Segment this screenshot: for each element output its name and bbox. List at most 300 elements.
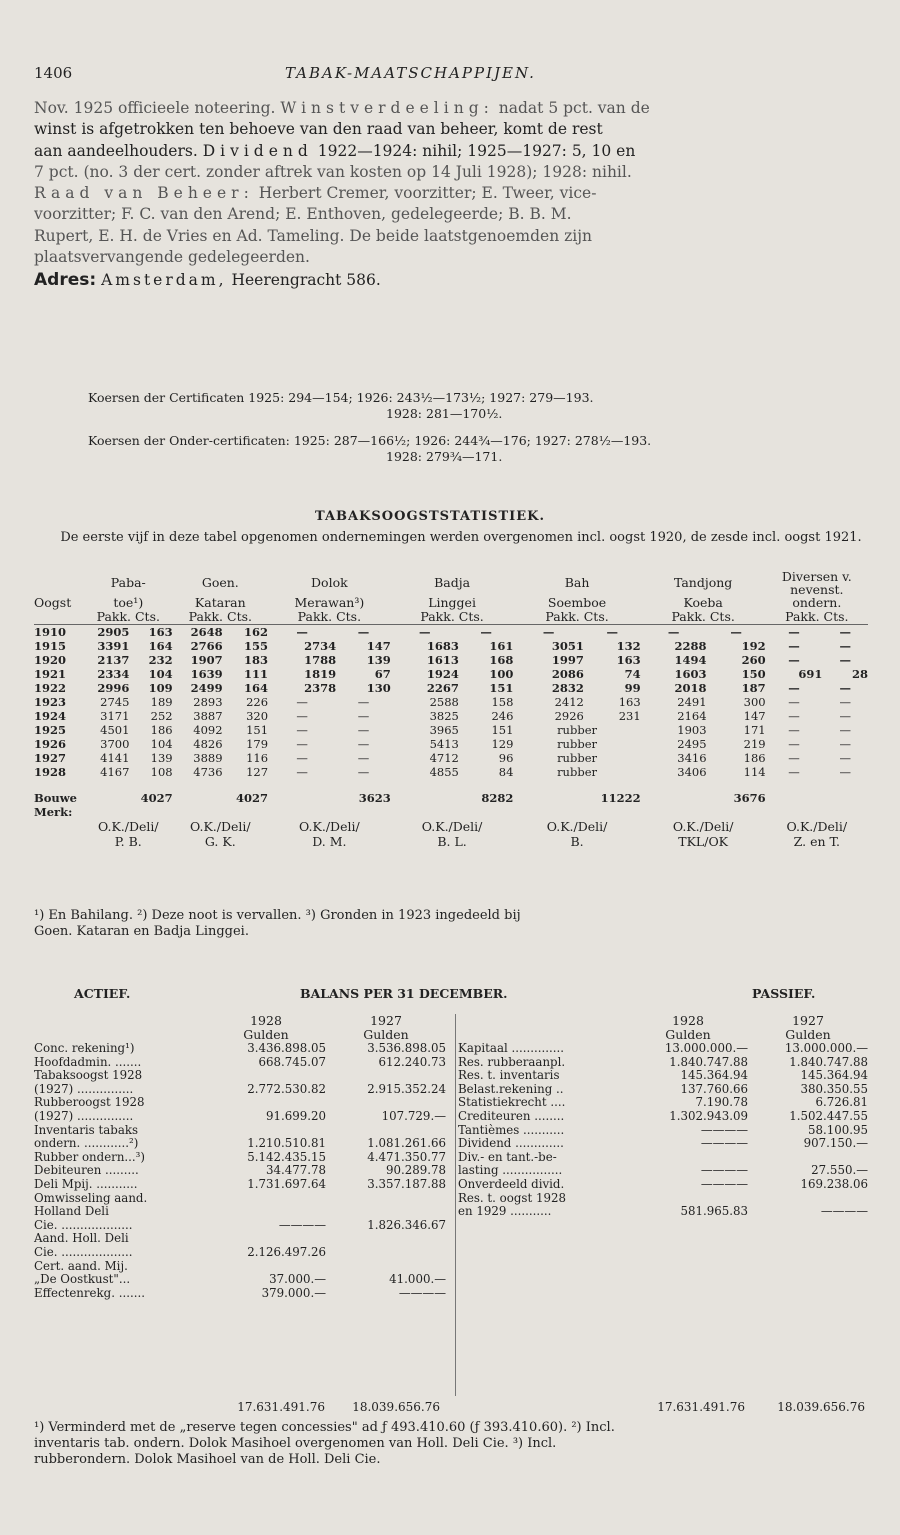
table-cell: — (839, 723, 851, 737)
table-cell: — (839, 653, 851, 667)
passief-row (458, 1205, 868, 1219)
table-cell: 3700 (100, 737, 130, 751)
table-cell: — (788, 681, 800, 695)
year-cell: 1925 (34, 723, 67, 737)
adres-city: Amsterdam, (101, 271, 227, 290)
table-cell: 151 (489, 681, 514, 695)
table-cell: 252 (150, 709, 173, 723)
table-cell: 3825 (429, 709, 459, 723)
table-cell: 99 (624, 681, 641, 695)
table-cell: — (480, 625, 492, 639)
passief-label: PASSIEF. (752, 986, 816, 1001)
balance-value: 3.436.898.05 (247, 1041, 326, 1055)
table-cell: 104 (148, 667, 173, 681)
col-header: 1927 Gulden (785, 1013, 831, 1042)
table-cell: rubber (557, 765, 597, 779)
table-cell: 151 (491, 723, 514, 737)
balance-value: 1.302.943.09 (669, 1108, 748, 1123)
balance-value: 1.826.346.67 (367, 1217, 446, 1232)
year-cell: 1915 (34, 639, 67, 653)
col-header: Kataran (194, 595, 246, 610)
table-cell: 3391 (97, 639, 130, 653)
balance-label: Conc. rekening¹) (34, 1041, 135, 1055)
balance-value: 379.000.— (261, 1285, 326, 1300)
balance-label: (1927) ............... (34, 1108, 134, 1123)
table-cell: 96 (498, 751, 514, 765)
table-cell: 2288 (674, 639, 707, 653)
col-header: Bah (564, 575, 590, 590)
col-subheader: Pakk. Cts. (188, 609, 252, 624)
balance-value: 380.350.55 (800, 1081, 868, 1096)
table-cell: — (357, 709, 370, 723)
table-row (34, 765, 868, 779)
actief-body (34, 1042, 446, 1300)
balance-label: Onverdeeld divid. (458, 1176, 565, 1191)
passief-header (458, 1014, 868, 1042)
table-cell: 109 (148, 681, 173, 695)
table-cell: 2905 (97, 625, 130, 639)
table-cell: — (839, 695, 851, 709)
balance-label: Crediteuren ........ (458, 1108, 565, 1123)
table-cell: — (542, 625, 555, 639)
passief-table (458, 1014, 868, 1219)
passief-row (458, 1110, 868, 1124)
actief-header (34, 1014, 446, 1042)
table-cell: 3051 (551, 639, 584, 653)
stats-title: TABAKSOOGSTSTATISTIEK. (315, 509, 545, 524)
table-cell: — (788, 765, 800, 779)
table-cell: 4712 (429, 751, 459, 765)
merk-value: O.K./Deli/ P. B. (97, 819, 159, 849)
merk-value: O.K./Deli/ D. M. (299, 819, 360, 849)
table-cell: — (357, 695, 370, 709)
table-cell: 2734 (304, 639, 337, 653)
merk-value: O.K./Deli/ B. (546, 819, 608, 849)
balance-value (748, 1151, 868, 1165)
balance-label: Res. rubberaanpl. (458, 1054, 566, 1069)
balance-value: 1.840.747.88 (789, 1054, 868, 1069)
table-cell: 163 (616, 653, 641, 667)
table-cell: 2164 (677, 709, 707, 723)
table-cell: 1907 (190, 653, 223, 667)
table-cell: 127 (246, 765, 269, 779)
adres-label: Adres: (34, 270, 97, 291)
table-cell: 164 (244, 681, 269, 695)
table-cell: 219 (743, 737, 766, 751)
dividend-label: Dividend (202, 141, 313, 160)
balance-label: Belast.rekening .. (458, 1081, 564, 1096)
table-cell: 2766 (190, 639, 223, 653)
table-cell: 4092 (193, 723, 223, 737)
balance-value (206, 1232, 326, 1246)
balance-value: ———— (278, 1217, 326, 1232)
table-cell: 1788 (304, 653, 337, 667)
passief-row (458, 1096, 868, 1110)
table-cell: 4501 (100, 723, 130, 737)
balance-label: Res. t. oogst 1928 (458, 1190, 566, 1205)
intro-line: plaatsvervangende gedelegeerden. (34, 248, 310, 267)
table-cell: — (419, 625, 431, 639)
balance-value: ———— (820, 1204, 868, 1219)
balans-footnote-3: rubberondern. Dolok Masihoel van de Holl. Deli Cie. (34, 1452, 381, 1467)
stats-header-row (34, 596, 868, 610)
year-cell: 1927 (34, 751, 67, 765)
col-header: 1928 Gulden (243, 1013, 289, 1042)
balance-value: 169.238.06 (800, 1176, 868, 1191)
table-cell: 158 (491, 695, 514, 709)
balance-label: ondern. ............²) (34, 1136, 139, 1151)
table-cell: 2086 (551, 667, 584, 681)
balance-value: ———— (700, 1176, 748, 1191)
passief-row (458, 1083, 868, 1097)
col-header: 1927 Gulden (363, 1013, 409, 1042)
table-cell: — (839, 625, 851, 639)
passief-row (458, 1151, 868, 1165)
table-cell: 1639 (190, 667, 223, 681)
table-cell: 147 (366, 639, 391, 653)
table-cell: — (788, 723, 800, 737)
balance-label: Div.- en tant.-be- (458, 1149, 557, 1164)
koersen-onder-certificaten: Koersen der Onder-certificaten: 1925: 287—166½; 1926: 244¾—176; 1927: 278½—193. (88, 433, 652, 448)
stats-header-row (34, 570, 868, 596)
table-cell: — (296, 723, 308, 737)
table-cell: 3889 (193, 751, 223, 765)
balance-value (206, 1096, 326, 1110)
table-cell: 1494 (674, 653, 707, 667)
table-cell: — (788, 709, 800, 723)
passief-row (458, 1069, 868, 1083)
table-cell: 129 (491, 737, 514, 751)
table-cell: — (667, 625, 680, 639)
balance-value: ———— (398, 1285, 446, 1300)
actief-row (34, 1151, 446, 1165)
balance-value: 7.190.78 (695, 1095, 748, 1110)
balance-value: 91.699.20 (265, 1108, 326, 1123)
table-cell: 4167 (100, 765, 130, 779)
balance-value: 13.000.000.— (664, 1041, 748, 1055)
balance-value: 107.729.— (381, 1108, 446, 1123)
table-cell: 1819 (304, 667, 337, 681)
bouwe-value: 3676 (733, 791, 766, 805)
col-subheader: Pakk. Cts. (297, 609, 362, 624)
table-cell: 84 (498, 765, 514, 779)
table-cell: 186 (743, 751, 766, 765)
bouwe-label: Bouwe (34, 791, 77, 805)
year-cell: 1924 (34, 709, 67, 723)
balance-value: 907.150.— (803, 1136, 868, 1151)
table-cell: — (357, 723, 370, 737)
bouwe-value: 4027 (236, 791, 269, 805)
col-header: Diversen v. nevenst. (781, 569, 852, 597)
table-cell: 1924 (426, 667, 459, 681)
table-cell: 168 (489, 653, 514, 667)
balans-footnote-2: inventaris tab. ondern. Dolok Masihoel overgenomen van Holl. Deli Cie. ³) Incl. (34, 1436, 557, 1451)
year-cell: 1920 (34, 653, 67, 667)
actief-row (34, 1137, 446, 1151)
adres-street: Heerengracht 586. (231, 271, 381, 290)
table-cell: 2018 (674, 681, 707, 695)
balance-value (326, 1192, 446, 1206)
balance-value (326, 1246, 446, 1260)
intro-line: voorzitter; F. C. van den Arend; E. Enthoven, gedelegeerde; B. B. M. (34, 205, 572, 224)
table-cell: — (839, 751, 851, 765)
table-row (34, 737, 868, 751)
balance-value (206, 1192, 326, 1206)
balance-label: Statistiekrecht .... (458, 1095, 566, 1110)
balance-label: Inventaris tabaks (34, 1122, 139, 1137)
table-row (34, 723, 868, 737)
col-subheader: Pakk. Cts. (96, 609, 160, 624)
intro-line: Raad van Beheer: Herbert Cremer, voorzitter; E. Tweer, vice- (34, 184, 597, 203)
col-header: Linggei (428, 595, 476, 610)
balance-label: Tabaksoogst 1928 (34, 1068, 143, 1083)
table-cell: — (839, 737, 851, 751)
balance-value: ———— (700, 1136, 748, 1151)
balance-value: 612.240.73 (378, 1054, 446, 1069)
balance-value (628, 1192, 748, 1206)
table-cell: 162 (244, 625, 269, 639)
passief-row (458, 1124, 868, 1138)
actief-label: ACTIEF. (74, 986, 131, 1001)
table-cell: 232 (148, 653, 173, 667)
actief-row (34, 1260, 446, 1274)
table-cell: 179 (246, 737, 269, 751)
col-header: Koeba (683, 595, 723, 610)
table-cell: 161 (489, 639, 514, 653)
table-cell: 147 (743, 709, 766, 723)
table-cell: 187 (741, 681, 766, 695)
table-cell: 163 (618, 695, 641, 709)
bouwe-value: 4027 (140, 791, 173, 805)
balance-value: 58.100.95 (807, 1122, 868, 1137)
table-cell: 1603 (674, 667, 707, 681)
actief-row (34, 1083, 446, 1097)
actief-row (34, 1042, 446, 1056)
table-cell: 4855 (429, 765, 459, 779)
balance-value: 3.357.187.88 (367, 1176, 446, 1191)
actief-row (34, 1124, 446, 1138)
balance-value: 2.772.530.82 (247, 1081, 326, 1096)
table-cell: 2378 (304, 681, 337, 695)
col-subheader: Pakk. Cts. (420, 609, 484, 624)
balance-label: (1927) ............... (34, 1081, 134, 1096)
year-cell: 1921 (34, 667, 67, 681)
balans-footnote-1: ¹) Verminderd met de „reserve tegen concessies" ad ƒ 493.410.60 (ƒ 393.410.60). ²) Incl. (34, 1420, 615, 1435)
col-header: Soemboe (547, 595, 607, 610)
koersen-certificaten-1928: 1928: 281—170½. (386, 406, 503, 421)
koersen-certificaten: Koersen der Certificaten 1925: 294—154; 1926: 243½—173½; 1927: 279—193. (88, 390, 594, 405)
col-header: Dolok (311, 575, 348, 590)
merk-label: Merk: (34, 805, 73, 819)
table-cell: 226 (246, 695, 269, 709)
table-cell: 171 (743, 723, 766, 737)
table-cell: 150 (741, 667, 766, 681)
table-cell: — (296, 751, 308, 765)
actief-row (34, 1069, 446, 1083)
table-cell: — (839, 765, 851, 779)
balance-value (326, 1260, 446, 1274)
adres-line (34, 270, 870, 291)
balance-value (206, 1069, 326, 1083)
col-subheader: Pakk. Cts. (785, 609, 849, 624)
table-cell: 2334 (97, 667, 130, 681)
actief-row (34, 1178, 446, 1192)
col-header: Merawan³) (294, 595, 365, 610)
table-cell: 3406 (677, 765, 707, 779)
balance-label: Dividend ............. (458, 1136, 564, 1151)
table-row (34, 709, 868, 723)
balance-value: 145.364.94 (800, 1068, 868, 1083)
table-cell: — (730, 625, 742, 639)
balance-value (326, 1124, 446, 1138)
actief-row (34, 1205, 446, 1219)
balance-label: Res. t. inventaris (458, 1068, 560, 1083)
balance-value: 2.915.352.24 (367, 1081, 446, 1096)
table-cell: — (839, 639, 851, 653)
table-cell: — (839, 681, 851, 695)
balance-value: 1.081.261.66 (367, 1136, 446, 1151)
table-cell: 116 (246, 751, 269, 765)
table-cell: 2137 (97, 653, 130, 667)
actief-row (34, 1096, 446, 1110)
balance-label: Cert. aand. Mij. (34, 1258, 128, 1273)
balance-value: 145.364.94 (680, 1068, 748, 1083)
balance-value: 5.142.435.15 (247, 1149, 326, 1164)
balance-value: 1.840.747.88 (669, 1054, 748, 1069)
table-cell: 300 (743, 695, 766, 709)
merk-row (34, 819, 868, 849)
table-cell: 2267 (426, 681, 459, 695)
merk-value: O.K./Deli/ B. L. (421, 819, 483, 849)
balans-title: BALANS PER 31 DECEMBER. (300, 986, 508, 1001)
bouwe-value: 8282 (481, 791, 514, 805)
table-cell: 4826 (193, 737, 223, 751)
col-subheader: Pakk. Cts. (545, 609, 609, 624)
table-cell: 2832 (551, 681, 584, 695)
table-cell: 28 (851, 667, 868, 681)
table-cell: 183 (244, 653, 269, 667)
balance-value (206, 1260, 326, 1274)
col-header: toe¹) (113, 595, 144, 610)
col-subheader: Pakk. Cts. (671, 609, 735, 624)
table-cell: 691 (798, 667, 823, 681)
balance-label: Cie. ................... (34, 1217, 133, 1232)
table-cell: 3887 (193, 709, 223, 723)
actief-row (34, 1246, 446, 1260)
table-cell: rubber (557, 751, 597, 765)
table-cell: — (788, 695, 800, 709)
balance-label: Omwisseling aand. (34, 1190, 148, 1205)
year-cell: 1923 (34, 695, 67, 709)
table-cell: 151 (246, 723, 269, 737)
passief-row (458, 1192, 868, 1206)
table-cell: 2588 (429, 695, 459, 709)
table-cell: 2495 (677, 737, 707, 751)
col-header: Paba- (110, 575, 146, 590)
raad-label: Raad van Beheer: (34, 184, 254, 203)
balance-value: 41.000.— (389, 1272, 446, 1287)
passief-row (458, 1042, 868, 1056)
table-cell: 1903 (677, 723, 707, 737)
table-row (34, 639, 868, 653)
balance-label: Tantièmes ........... (458, 1122, 565, 1137)
table-cell: 74 (624, 667, 641, 681)
balance-value: 13.000.000.— (784, 1041, 868, 1055)
balance-label: „De Oostkust"... (34, 1272, 131, 1287)
balans-divider (455, 1014, 456, 1396)
balance-label: Hoofdadmin. ....... (34, 1054, 142, 1069)
table-cell: — (357, 765, 370, 779)
merk-value: O.K./Deli/ TKL/OK (672, 819, 734, 849)
table-cell: 130 (366, 681, 391, 695)
actief-row (34, 1164, 446, 1178)
col-header: Oogst (34, 595, 72, 610)
balance-value (326, 1096, 446, 1110)
table-cell: 2996 (97, 681, 130, 695)
table-cell: 2893 (193, 695, 223, 709)
balance-value: 90.289.78 (385, 1163, 446, 1178)
intro-paragraph (34, 98, 870, 292)
actief-row (34, 1056, 446, 1070)
table-cell: — (296, 709, 308, 723)
table-cell: 246 (491, 709, 514, 723)
table-cell: 189 (150, 695, 173, 709)
table-cell: 1997 (551, 653, 584, 667)
table-cell: 139 (150, 751, 173, 765)
stats-footnote-1: ¹) En Bahilang. ²) Deze noot is vervallen. ³) Gronden in 1923 ingedeeld bij (34, 908, 521, 923)
year-cell: 1926 (34, 737, 67, 751)
table-cell: 139 (366, 653, 391, 667)
balance-label: Debiteuren ......... (34, 1163, 139, 1178)
balance-label: Rubberoogst 1928 (34, 1095, 145, 1110)
table-cell: 231 (618, 709, 641, 723)
balance-label: Cie. ................... (34, 1244, 133, 1259)
bouwe-row (34, 779, 868, 805)
balance-value: 1.210.510.81 (247, 1136, 326, 1151)
balance-label: Effectenrekg. ....... (34, 1285, 145, 1300)
balance-label: Aand. Holl. Deli (34, 1231, 129, 1246)
balance-value: 2.126.497.26 (247, 1244, 326, 1259)
table-cell: 100 (489, 667, 514, 681)
table-row (34, 667, 868, 681)
table-cell: — (788, 639, 800, 653)
table-cell: 163 (148, 625, 173, 639)
table-cell: 155 (244, 639, 269, 653)
table-cell: — (788, 625, 800, 639)
table-cell: 320 (246, 709, 269, 723)
balance-label: Kapitaal .............. (458, 1041, 564, 1055)
actief-row (34, 1110, 446, 1124)
koersen-onder-certificaten-1928: 1928: 279¾—171. (386, 449, 503, 464)
actief-row (34, 1287, 446, 1301)
table-cell: — (788, 737, 800, 751)
intro-line: aan aandeelhouders. Dividend 1922—1924: nihil; 1925—1927: 5, 10 en (34, 141, 636, 160)
balance-value: 27.550.— (811, 1163, 868, 1178)
col-header: 1928 Gulden (665, 1013, 711, 1042)
balance-value: 4.471.350.77 (367, 1149, 446, 1164)
actief-total-1927: 18.039.656.76 (352, 1400, 440, 1414)
balance-value: 581.965.83 (680, 1204, 748, 1219)
table-cell: 3416 (677, 751, 707, 765)
table-cell: 114 (743, 765, 766, 779)
balance-value (206, 1124, 326, 1138)
table-row (34, 681, 868, 695)
passief-total-1928: 17.631.491.76 (657, 1400, 745, 1414)
passief-body (458, 1042, 868, 1219)
table-cell: 186 (150, 723, 173, 737)
balance-value (326, 1205, 446, 1219)
balance-value (206, 1205, 326, 1219)
